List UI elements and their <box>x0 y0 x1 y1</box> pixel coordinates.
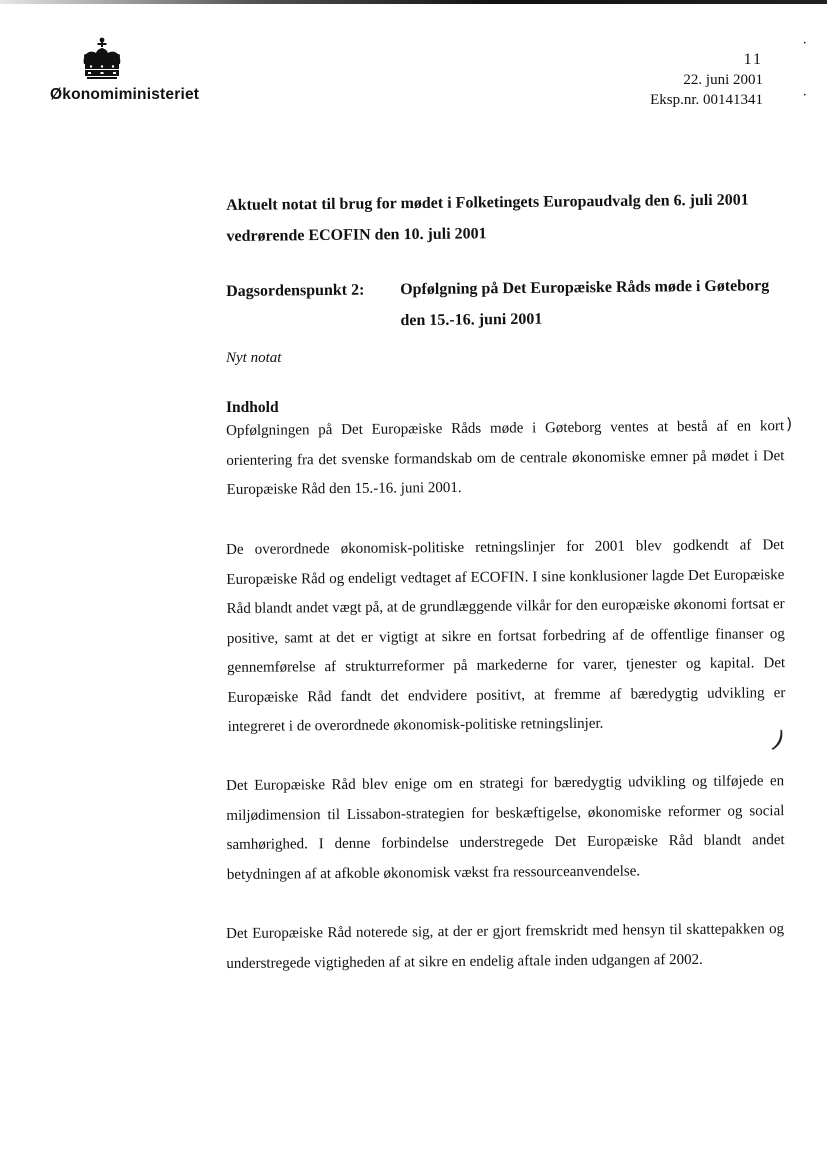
document-date: 22. juni 2001 <box>683 72 763 88</box>
scan-bracket-mark: ) <box>786 414 793 433</box>
section-heading: Indhold <box>226 399 279 416</box>
scan-edge <box>0 0 827 4</box>
paragraph: De overordnede økonomisk-politiske retningslinjer for 2001 blev godkendt af Det Europæiske Råd og endeligt vedtaget af ECOFIN. I sine konklusioner lagde Det Europæiske Råd blandt andet vægt på, at de grundlæggende vilkår for den europæiske økonomi fortsat er positive, samt at det er vigtigt at sikre en fortsat forbedring af de offentlige finanser og gennemførelse af strukturreformer på markederne for varer, tjenester og kapital. Det Europæiske Råd fandt det endvidere positivt, at fremme af bæredygtig udvikling er integreret i de overordnede økonomisk-politiske retningslinjer. <box>226 536 786 735</box>
ministry-name: Økonomiministeriet <box>50 86 200 103</box>
paragraph: Det Europæiske Råd blev enige om en strategi for bæredygtig udvikling og tilføjede en miljødimension til Lissabon-strategien for beskæftigelse, økonomiske reformer og social samhørighed. I denne forbindelse understregede Det Europæiske Råd blandt andet betydningen af at afkoble økonomisk vækst fra ressourceanvendelse. <box>226 773 785 883</box>
scan-dot-mark: • <box>803 92 807 99</box>
document-header-meta <box>650 50 763 110</box>
reference-number: Eksp.nr. 00141341 <box>650 92 763 108</box>
agenda-label: Dagsordenspunkt 2: <box>226 281 365 300</box>
scan-curve-mark: ) <box>768 725 789 755</box>
scan-dot-mark: • <box>803 40 807 47</box>
document-title: Aktuelt notat til brug for mødet i Folketingets Europaudvalg den 6. juli 2001 vedrørende ECOFIN den 10. juli 2001 <box>226 191 749 245</box>
page-number: 11 <box>743 51 763 68</box>
note-label: Nyt notat <box>226 350 282 366</box>
agenda-item <box>226 270 785 338</box>
paragraph: Opfølgningen på Det Europæiske Råds møde i Gøteborg ventes at bestå af en kort orientering fra det svenske formandskab om de centrale økonomiske emner på mødet i Det Europæiske Råd den 15.-16. juni 2001. <box>226 418 785 498</box>
crown-logo-icon <box>78 36 126 82</box>
document-body <box>226 190 784 1009</box>
paragraph: Det Europæiske Råd noterede sig, at der er gjort fremskridt med hensyn til skattepakken og understregede vigtigheden af at sikre en endelig aftale inden udgangen af 2002. <box>226 921 785 972</box>
agenda-text: Opfølgning på Det Europæiske Råds møde i Gøteborg den 15.-16. juni 2001 <box>400 277 770 330</box>
